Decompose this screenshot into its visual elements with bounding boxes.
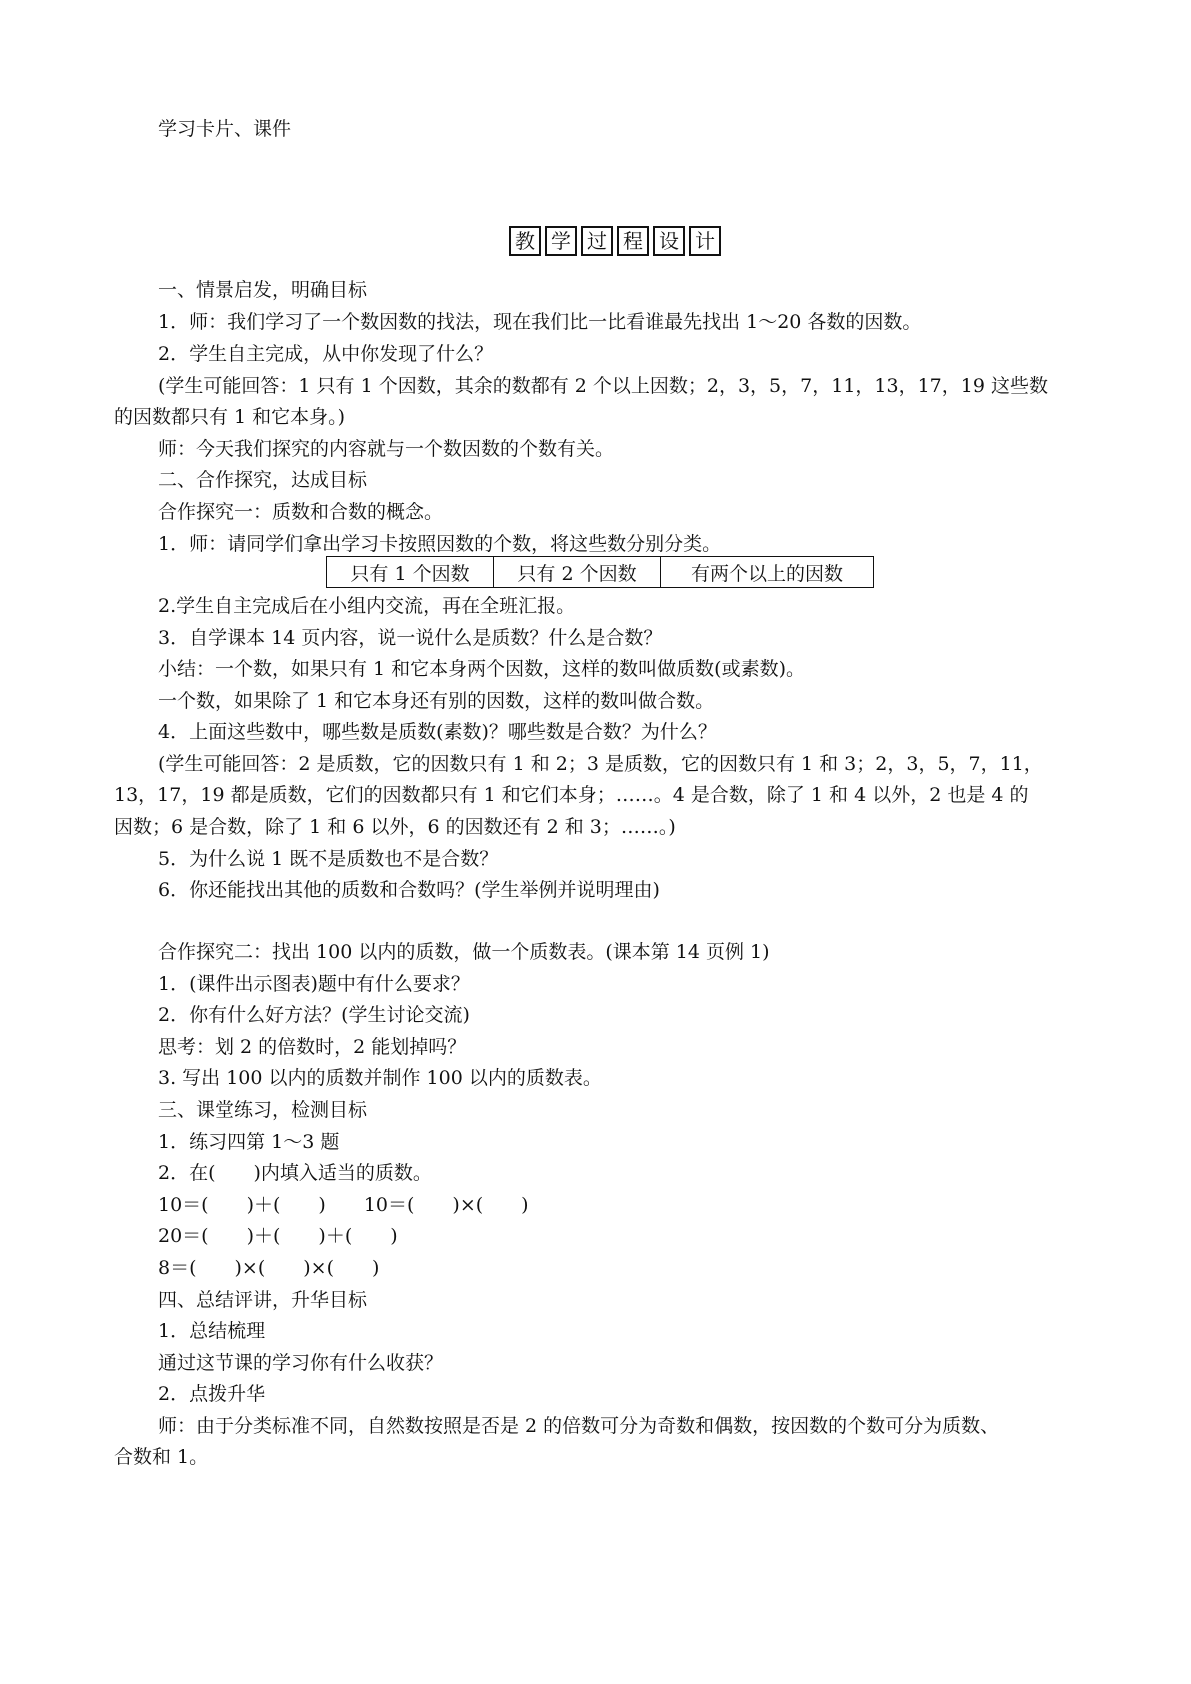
title-char: 学 (545, 226, 577, 256)
paragraph-line: 2．在( )内填入适当的质数。 (158, 1162, 432, 1184)
paragraph-line: (学生可能回答：1 只有 1 个因数，其余的数都有 2 个以上因数；2，3，5，7，11，13，17，19 这些数 (158, 375, 1048, 397)
table-cell: 只有 1 个因数 (327, 557, 494, 588)
paragraph-line: 通过这节课的学习你有什么收获？ (158, 1352, 444, 1374)
paragraph-line: (学生可能回答：2 是质数，它的因数只有 1 和 2；3 是质数，它的因数只有 1 和 3；2，3，5，7，11， (158, 753, 1043, 775)
paragraph-line: 合作探究二：找出 100 以内的质数，做一个质数表。(课本第 14 页例 1) (158, 941, 770, 963)
paragraph-line: 2．点拨升华 (158, 1383, 266, 1405)
paragraph-line: 思考：划 2 的倍数时，2 能划掉吗？ (158, 1036, 467, 1058)
table-cell: 只有 2 个因数 (494, 557, 661, 588)
paragraph-line: 1．练习四第 1～3 题 (158, 1131, 340, 1153)
paragraph-line: 1．(课件出示图表)题中有什么要求？ (158, 973, 470, 995)
section-title (509, 226, 721, 256)
paragraph-line: 的因数都只有 1 和它本身。) (114, 406, 346, 428)
title-char: 教 (509, 226, 541, 256)
paragraph-line: 因数；6 是合数，除了 1 和 6 以外，6 的因数还有 2 和 3；……。) (114, 816, 676, 838)
title-char: 计 (689, 226, 721, 256)
paragraph-line: 2．你有什么好方法？(学生讨论交流) (158, 1004, 470, 1026)
paragraph-line: 1．师：我们学习了一个数因数的找法，现在我们比一比看谁最先找出 1～20 各数的因数。 (158, 311, 922, 333)
paragraph-line: 6．你还能找出其他的质数和合数吗？(学生举例并说明理由) (158, 879, 660, 901)
summary-line: 小结：一个数，如果只有 1 和它本身两个因数，这样的数叫做质数(或素数)。 (158, 658, 805, 680)
paragraph-line: 1．师：请同学们拿出学习卡按照因数的个数，将这些数分别分类。 (158, 533, 722, 555)
paragraph-line: 合作探究一：质数和合数的概念。 (158, 501, 444, 523)
heading-1: 一、情景启发，明确目标 (158, 279, 368, 301)
title-char: 程 (617, 226, 649, 256)
paragraph-line: 4．上面这些数中，哪些数是质数(素数)？哪些数是合数？为什么？ (158, 721, 717, 743)
paragraph-line: 2.学生自主完成后在小组内交流，再在全班汇报。 (158, 595, 576, 617)
paragraph-line: 3．自学课本 14 页内容，说一说什么是质数？什么是合数？ (158, 627, 663, 649)
table-row (327, 557, 874, 588)
heading-4: 四、总结评讲，升华目标 (158, 1289, 368, 1311)
heading-3: 三、课堂练习，检测目标 (158, 1099, 368, 1121)
exercise-line: 20＝( )＋( )＋( ) (158, 1225, 398, 1247)
title-char: 设 (653, 226, 685, 256)
paragraph-line: 师：今天我们探究的内容就与一个数因数的个数有关。 (158, 438, 615, 460)
title-char: 过 (581, 226, 613, 256)
classification-table (326, 556, 874, 588)
teaching-materials: 学习卡片、课件 (158, 118, 292, 140)
paragraph-line: 13，17，19 都是质数，它们的因数都只有 1 和它们本身；……。4 是合数，除了 1 和 4 以外，2 也是 4 的 (114, 784, 1029, 806)
heading-2: 二、合作探究，达成目标 (158, 469, 368, 491)
paragraph-line: 1．总结梳理 (158, 1320, 266, 1342)
paragraph-line: 师：由于分类标准不同，自然数按照是否是 2 的倍数可分为奇数和偶数，按因数的个数可分为质数、 (158, 1415, 1000, 1437)
summary-line: 一个数，如果除了 1 和它本身还有别的因数，这样的数叫做合数。 (158, 690, 715, 712)
paragraph-line: 2．学生自主完成，从中你发现了什么？ (158, 343, 494, 365)
paragraph-line: 3. 写出 100 以内的质数并制作 100 以内的质数表。 (158, 1067, 602, 1089)
exercise-line: 10＝( )＋( ) 10＝( )×( ) (158, 1194, 529, 1216)
table-cell: 有两个以上的因数 (661, 557, 874, 588)
paragraph-line: 合数和 1。 (114, 1446, 209, 1468)
paragraph-line: 5．为什么说 1 既不是质数也不是合数？ (158, 848, 499, 870)
exercise-line: 8＝( )×( )×( ) (158, 1257, 380, 1279)
